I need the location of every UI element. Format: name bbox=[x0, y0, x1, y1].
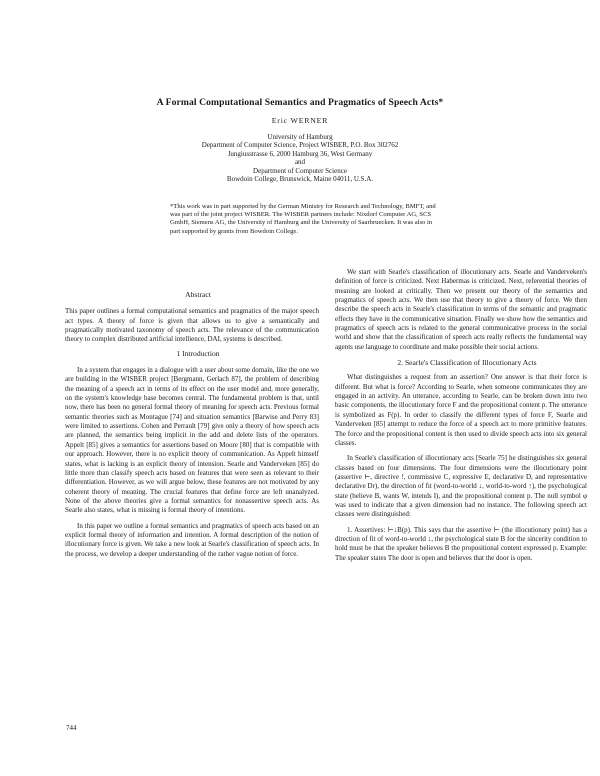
right-column bbox=[335, 268, 587, 563]
affiliation-block bbox=[0, 133, 600, 183]
body-paragraph: What distinguishes a request from an assertion? One answer is that their force is different. But what is force? According to Searle, when someone communicates they are engaged in an activity. An utterance, according to Searle, can be broken down into two basic components, the illocutionary force F and the propositional content p. The utterance is symbolized as F(p). In order to classify the different types of force F, Searle and Vanderveken [85] attempt to reduce the force of a speech act to more primitive features. The force and the propositional content is then used to divide speech acts into six general classes. bbox=[335, 373, 587, 447]
affiliation-line: Department of Computer Science, Project WISBER, P.O. Box 302762 bbox=[201, 141, 399, 150]
abstract-heading: Abstract bbox=[185, 290, 211, 299]
intro-paragraph: In this paper we outline a formal semantics and pragmatics of speech acts based on an explicit formal theory of information and intention. A formal description of the notion of illocutionary force is given. We take a new look at Searle's classification of speech acts. In the process, we develop a deeper understanding of the rather vague notion of force. bbox=[65, 521, 319, 558]
intro-paragraph: In a system that engages in a dialogue with a user about some domain, like the one we are building in the WISBER project [Bergmann, Gerlach 87], the problem of describing the meaning of a speech act in terms of its effect on the user model and, more generally, on the system's knowledge base becomes central. The fundamental problem is that, until now, there has been no general formal theory of meaning for speech acts. Previous formal semantic theories such as Montague [74] and situation semantics [Barwise and Perry 83] were limited to assertions. Cohen and Perrault [79] give only a theory of how speech acts are planned, the semantics being implicit in the add and delete lists of the operators. Appelt [85] gives a semantics for assertions based on Moore [80] that is compatible with our approach. However, there is no explicit theory of communication. As Appelt himself states, what is lacking is an explicit theory of intension. Searle and Vanderveken [85] do little more than classify speech acts based on features that were seen as relevant to their differentiation. However, as we will argue below, these features are not motivated by any coherent theory of meaning. The crucial features that define force are left unanalyzed. None of the above theories give a formal semantics for nonassertive speech acts. As Searle also states, what is missing is formal theory of intentions. bbox=[65, 366, 319, 515]
left-column bbox=[65, 290, 319, 559]
body-paragraph: 1. Assertives: ⊢↓B(p). This says that the assertive ⊢ (the illocutionary point) has a direction of fit of word-to-world ↓, the psychological state B for the sincerity condition to hold must be that the speaker believes B the propositional content expressed p. Example: The speaker states The door is open and believes that the door is open. bbox=[335, 525, 587, 562]
body-paragraph: We start with Searle's classification of illocutionary acts. Searle and Vanderveken's definition of force is criticized. Next Habermas is criticized. Next, referential theories of meaning are looked at critically. Then we present our theory of the semantics and pragmatics of speech acts. We then use that theory to give a theory of force. We then describe the speech acts in Searle's classification in terms of the semantic and pragmatic effects they have in the communicative situation. Finally we show how the semantics and pragmatics of speech acts is related to the general communicative process in the social world and show that the classification of speech acts really reflects the fundamental way agents use language to coordinate and make possible their social actions. bbox=[335, 268, 587, 351]
body-paragraph: In Searle's classification of illocutionary acts [Searle 75] he distinguishes six general classes based on four dimensions. The four dimensions were the illocutionary point (assertive ⊢, directive !, commissive C, expressive E, declarative D, and representative declarative Dr), the direction of fit (word-to-world ↓, world-to-word ↑), the psychological state (believe B, wants W, intends I), and the propositional content p. The null symbol φ was used to indicate that a given dimension had no instance. The following speech act classes were distinguished: bbox=[335, 454, 587, 519]
intro-heading: 1 Introduction bbox=[176, 348, 220, 358]
page-number: 744 bbox=[66, 724, 77, 732]
affiliation-line: Department of Computer Science bbox=[253, 166, 347, 175]
affiliation-line: Bowdoin College, Brunswick, Maine 04011, U.S.A. bbox=[226, 175, 374, 184]
affiliation-line: and bbox=[294, 158, 306, 167]
affiliation-line: Jungiusstrasse 6, 2000 Hamburg 36, West Germany bbox=[227, 149, 373, 158]
author-name: Eric WERNER bbox=[271, 116, 329, 125]
section-heading: 2. Searle's Classification of Illocutionary Acts bbox=[397, 358, 537, 368]
abstract-text: This paper outlines a formal computational semantics and pragmatics of the major speech act types. A theory of force is given that allows us to give a semantically and pragmatically motivated taxonomy of speech acts. The relevance of the communication theory to complex distributed artificial intellience, DAI, systems is described. bbox=[65, 307, 319, 344]
paper-title: A Formal Computational Semantics and Pragmatics of Speech Acts* bbox=[156, 97, 444, 108]
funding-footnote: *This work was in part supported by the German Ministry for Research and Technology, BMFT, and was part of the joint project WISBER. The WISBER partners include: Nixdorf Computer AG, SCS GmbH, Siemens AG, the University of Hamburg and the University of Saarbruecken. It was also in part supported by grants from Bowdoin College. bbox=[170, 203, 436, 235]
affiliation-line: University of Hamburg bbox=[267, 133, 333, 141]
